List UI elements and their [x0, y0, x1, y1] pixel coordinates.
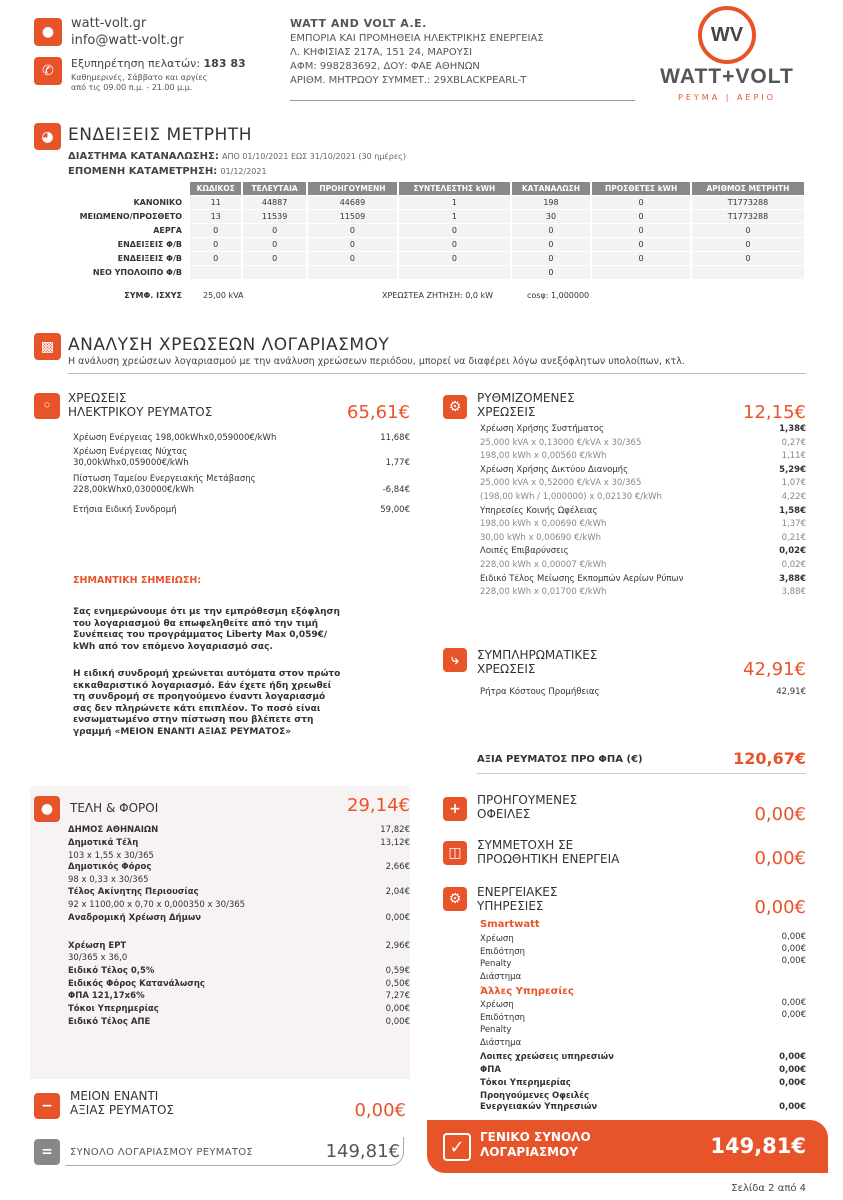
table-row — [70, 266, 804, 279]
table-cell: 0 — [190, 224, 241, 237]
tax-item-label: Τέλος Ακίνητης Περιουσίας — [68, 887, 199, 897]
note-line: του λογαριασμού θα επωφεληθείτε από την τιμή — [73, 618, 318, 629]
check-icon: ✓ — [443, 1133, 471, 1161]
table-cell: 0 — [592, 210, 690, 223]
table-cell: 44887 — [243, 196, 305, 209]
mouse-icon: ● — [34, 18, 62, 46]
supplementary-title: ΣΥΜΠΛΗΡΩΜΑΤΙΚΕΣ ΧΡΕΩΣΕΙΣ — [477, 648, 598, 676]
electric-item-line: Χρέωση Ενέργειας Νύχτας — [73, 447, 188, 457]
energy-gear-icon: ⚙ — [443, 887, 467, 911]
demand-value: ΧΡΕΩΣΤΕΑ ΖΗΤΗΣΗ: 0,0 kW — [382, 291, 493, 300]
page-number: Σελίδα 2 από 4 — [731, 1183, 806, 1194]
electric-item-value: 1,77€ — [385, 458, 410, 468]
electric-item-value: -6,84€ — [382, 485, 410, 495]
participation-title: ΣΥΜΜΕΤΟΧΗ ΣΕ ΠΡΟΩΘΗΤΙΚΗ ΕΝΕΡΓΕΙΑ — [477, 838, 620, 866]
tax-item-value: 7,27€ — [385, 991, 410, 1001]
table-cell — [243, 266, 305, 279]
service-total-value: 0,00€ — [779, 1065, 806, 1075]
note-line: Σας ενημερώνουμε ότι με την εμπρόθεσμη εξόφληση — [73, 607, 340, 617]
tax-item-label: Αναδρομική Χρέωση Δήμων — [68, 913, 202, 923]
table-cell: 13 — [190, 210, 241, 223]
minus-icon: − — [34, 1093, 60, 1119]
tax-item-value: 0,00€ — [385, 1017, 410, 1027]
regulated-item-value: 1,37€ — [781, 519, 806, 530]
company-registry: ΑΡΙΘΜ. ΜΗΤΡΩΟΥ ΣΥΜΜΕΤ.: 29XBLACKPEARL-T — [290, 75, 527, 86]
cosphi-value: cosφ: 1,000000 — [527, 291, 590, 300]
electric-item-line: Χρέωση Ενέργειας 198,00kWhx0,059000€/kWh — [73, 433, 277, 443]
regulated-item-label: Ειδικό Τέλος Μείωσης Εκπομπών Αερίων Ρύπων — [480, 573, 684, 584]
note-line: τη συνδρομή σε προηγούμενο έναντι λογαριασμό — [73, 692, 326, 702]
regulated-item-label: Χρέωση Χρήσης Δικτύου Διανομής — [480, 464, 629, 475]
table-cell: 44689 — [308, 196, 397, 209]
analysis-title: ΑΝΑΛΥΣΗ ΧΡΕΩΣΕΩΝ ΛΟΓΑΡΙΑΣΜΟΥ — [68, 335, 390, 355]
table-cell: 0 — [308, 224, 397, 237]
table-cell: 0 — [243, 224, 305, 237]
regulated-item-label: Χρέωση Χρήσης Συστήματος — [480, 424, 604, 434]
electric-item-detail: 30,00kWhx0,059000€/kWh — [73, 458, 189, 468]
other-service-item-label: Επιδότηση — [480, 1012, 526, 1023]
electric-item-value: 59,00€ — [380, 505, 410, 515]
table-cell — [592, 266, 690, 279]
table-cell: 0 — [592, 196, 690, 209]
table-cell: T1773288 — [692, 210, 804, 223]
electric-item-line: Ετήσια Ειδική Συνδρομή — [73, 505, 177, 515]
taxes-total: 29,14€ — [347, 795, 410, 816]
table-cell: 0 — [399, 224, 510, 237]
regulated-title: ΡΥΘΜΙΖΟΜΕΝΕΣ ΧΡΕΩΣΕΙΣ — [477, 391, 575, 419]
previous-title: ΠΡΟΗΓΟΥΜΕΝΕΣ ΟΦΕΙΛΕΣ — [477, 793, 578, 821]
electric-item-detail: 228,00kWhx0,030000€/kWh — [73, 485, 195, 495]
col-header: ΚΑΤΑΝΑΛΩΣΗ — [512, 182, 591, 195]
other-service-item-label: Διάστημα — [480, 1037, 522, 1048]
bar-chart-icon: ▩ — [34, 333, 61, 360]
regulated-item-detail: 25,000 kVA x 0,52000 €/kVA x 30/365 — [480, 478, 642, 489]
row-label: ΝΕΟ ΥΠΟΛΟΙΠΟ Φ/Β — [92, 268, 182, 277]
tax-item-value: 2,66€ — [385, 862, 410, 872]
electric-item-label — [73, 505, 177, 516]
table-cell: 0 — [592, 224, 690, 237]
website-link[interactable]: watt-volt.gr — [71, 16, 147, 31]
company-address: Λ. ΚΗΦΙΣΙΑΣ 217Α, 151 24, ΜΑΡΟΥΣΙ — [290, 47, 473, 58]
smartwatt-item-label: Διάστημα — [480, 971, 522, 982]
smartwatt-item-label: Επιδότηση — [480, 946, 526, 957]
electric-total: 65,61€ — [347, 402, 410, 423]
row-label: ΚΑΝΟΝΙΚΟ — [133, 198, 182, 207]
service-hours: Καθημερινές, Σάββατο και αργίες — [71, 73, 208, 82]
electric-item-label — [73, 474, 256, 496]
supplementary-item-value: 42,91€ — [776, 687, 806, 697]
power-value: 25,00 kVA — [203, 291, 244, 300]
note-line: γραμμή «ΜΕΙΟΝ ΕΝΑΝΤΙ ΑΞΙΑΣ ΡΕΥΜΑΤΟΣ» — [73, 726, 292, 737]
energy-value-amount: 120,67€ — [733, 749, 806, 768]
regulated-item-detail: 228,00 kWh x 0,00007 €/kWh — [480, 560, 607, 570]
tax-item-label: Ειδικό Τέλος 0,5% — [68, 966, 155, 976]
tax-item-label: 103 x 1,55 x 30/365 — [68, 851, 154, 861]
table-cell: 0 — [692, 224, 804, 237]
taxes-title: ΤΕΛΗ & ΦΟΡΟΙ — [70, 801, 159, 815]
col-header: ΣΥΝΤΕΛΕΣΤΗΣ kWH — [399, 182, 510, 195]
arrow-icon: ⤷ — [443, 648, 467, 672]
col-header: ΠΡΟΗΓΟΥΜΕΝΗ — [308, 182, 397, 195]
table-cell — [308, 266, 397, 279]
smartwatt-item-label: Penalty — [480, 959, 512, 969]
smartwatt-title: Smartwatt — [480, 919, 540, 930]
electric-item-value: 11,68€ — [380, 433, 410, 443]
electric-item-label — [73, 433, 276, 444]
electric-item-line: Πίστωση Ταμείου Ενεργειακής Μετάβασης — [73, 474, 256, 484]
service-total-label: Τόκοι Υπερημερίας — [480, 1078, 571, 1088]
regulated-item-detail: (198,00 kWh / 1,000000) x 0,02130 €/kWh — [480, 492, 662, 502]
service-hours-time: από τις 09.00 π.μ. - 21.00 μ.μ. — [71, 83, 193, 92]
tax-item-label: Χρέωση ΕΡΤ — [68, 941, 127, 951]
regulated-total: 12,15€ — [743, 402, 806, 423]
table-cell: 0 — [692, 252, 804, 265]
lightbulb-icon: ◦ — [34, 393, 60, 419]
tax-item-value: 13,12€ — [380, 838, 410, 848]
analysis-subtitle: Η ανάλυση χρεώσεων λογαριασμού με την ανάλυση χρεώσεων περιόδου, μπορεί να διαφέρει λόγω ανεξόφλητων υπολοίπων, κτλ. — [68, 356, 685, 367]
service-total-label: Προηγούμενες Οφειλές — [480, 1091, 590, 1101]
row-label: ΜΕΙΩΜΕΝΟ/ΠΡΟΣΘΕΤΟ — [79, 212, 182, 221]
regulated-item-label: Υπηρεσίες Κοινής Ωφέλειας — [480, 505, 598, 516]
tax-item-label: Τόκοι Υπερημερίας — [68, 1004, 159, 1014]
col-header: ΑΡΙΘΜΟΣ ΜΕΤΡΗΤΗ — [692, 182, 804, 195]
other-service-item-value: 0,00€ — [781, 1010, 806, 1020]
tax-item-value: 17,82€ — [380, 825, 410, 835]
tax-item-value: 0,00€ — [385, 913, 410, 923]
power-label: ΣΥΜΦ. ΙΣΧΥΣ — [124, 291, 182, 300]
meter-title: ΕΝΔΕΙΞΕΙΣ ΜΕΤΡΗΤΗ — [68, 125, 252, 145]
table-row — [70, 210, 804, 223]
service-total-value: 0,00€ — [779, 1078, 806, 1088]
regulated-item-detail: 228,00 kWh x 0,01700 €/kWh — [480, 587, 607, 598]
table-row — [70, 238, 804, 251]
note-paragraph-1 — [73, 607, 340, 653]
regulated-item-value: 0,27€ — [781, 437, 806, 448]
row-label: ΑΕΡΓΑ — [153, 226, 182, 235]
supplementary-item-label: Ρήτρα Κόστους Προμήθειας — [480, 687, 600, 697]
smartwatt-item-value: 0,00€ — [781, 956, 806, 966]
table-cell: 198 — [512, 196, 591, 209]
note-line: kWh από τον επόμενο λογαριασμό σας. — [73, 641, 273, 652]
table-row — [70, 224, 804, 237]
regulated-item-value: 4,22€ — [781, 492, 806, 502]
equals-icon: = — [34, 1139, 60, 1165]
location-pin-icon: ● — [34, 796, 60, 822]
participation-total: 0,00€ — [754, 848, 806, 869]
note-line: εκκαθαριστικό λογαριασμό. Εάν έχετε ήδη χρεωθεί — [73, 680, 332, 691]
row-label: ΕΝΔΕΙΞΕΙΣ Φ/Β — [117, 240, 182, 249]
service-total-value: 0,00€ — [779, 1102, 806, 1112]
note-paragraph-2 — [73, 669, 340, 738]
tax-item-value: 0,59€ — [385, 966, 410, 976]
table-cell: 1 — [399, 210, 510, 223]
tax-item-label: 30/365 x 36,0 — [68, 953, 128, 963]
gift-icon: ◫ — [443, 841, 467, 865]
note-line: Συνέπειας του προγράμματος Liberty Max 0,059€/ — [73, 630, 328, 640]
regulated-item-value: 1,38€ — [779, 424, 806, 434]
gauge-icon: ◕ — [34, 123, 61, 150]
bill-total-label: ΣΥΝΟΛΟ ΛΟΓΑΡΙΑΣΜΟΥ ΡΕΥΜΑΤΟΣ — [70, 1147, 254, 1158]
tax-item-value: 0,50€ — [385, 979, 410, 989]
service-line: Εξυπηρέτηση πελατών: 183 83 — [71, 57, 246, 70]
company-name: WATT AND VOLT A.E. — [290, 17, 427, 30]
table-row — [70, 196, 804, 209]
gear-icon: ⚙ — [443, 395, 467, 419]
table-cell: 30 — [512, 210, 591, 223]
previous-total: 0,00€ — [754, 804, 806, 825]
regulated-item-value: 1,07€ — [781, 478, 806, 489]
table-cell — [190, 266, 241, 279]
table-cell: 0 — [399, 252, 510, 265]
energy-value-label: ΑΞΙΑ ΡΕΥΜΑΤΟΣ ΠΡΟ ΦΠΑ (€) — [477, 754, 643, 765]
smartwatt-item-label: Χρέωση — [480, 934, 514, 944]
regulated-item-value: 0,02€ — [779, 546, 806, 557]
tax-item-label: ΔΗΜΟΣ ΑΘΗΝΑΙΩΝ — [68, 825, 159, 835]
minus-total: 0,00€ — [354, 1100, 406, 1121]
tax-item-label: ΦΠΑ 121,17x6% — [68, 991, 145, 1001]
table-cell: T1773288 — [692, 196, 804, 209]
service-total-label: ΦΠΑ — [480, 1065, 501, 1075]
tax-item-value: 2,04€ — [385, 887, 410, 897]
note-line: Η ειδική συνδρομή χρεώνεται αυτόματα στον πρώτο — [73, 669, 341, 679]
services-total: 0,00€ — [754, 897, 806, 918]
table-cell — [399, 266, 510, 279]
meter-table — [68, 181, 806, 280]
table-cell: 0 — [512, 266, 591, 279]
table-cell: 0 — [308, 252, 397, 265]
table-cell: 0 — [190, 238, 241, 251]
tax-item-label: Ειδικό Τέλος ΑΠΕ — [68, 1017, 151, 1027]
phone-icon: ✆ — [34, 57, 62, 85]
table-cell: 0 — [692, 238, 804, 251]
logo-mark: WV — [698, 6, 756, 64]
electric-title: ΧΡΕΩΣΕΙΣ ΗΛΕΚΤΡΙΚΟΥ ΡΕΥΜΑΤΟΣ — [68, 391, 213, 419]
regulated-item-value: 3,88€ — [781, 587, 806, 598]
tax-item-label: 92 x 1100,00 x 0,70 x 0,000350 x 30/365 — [68, 900, 246, 910]
table-cell: 0 — [190, 252, 241, 265]
grand-total-label: ΓΕΝΙΚΟ ΣΥΝΟΛΟ ΛΟΓΑΡΙΑΣΜΟΥ — [480, 1130, 591, 1159]
tax-item-label: Δημοτικά Τέλη — [68, 838, 139, 848]
col-header: ΠΡΟΣΘΕΤΕΣ kWH — [592, 182, 690, 195]
regulated-item-detail: 25,000 kVA x 0,13000 €/kVA x 30/365 — [480, 437, 642, 448]
regulated-item-value: 3,88€ — [779, 573, 806, 584]
table-cell: 0 — [512, 238, 591, 251]
bill-total-value: 149,81€ — [325, 1141, 400, 1162]
service-total-label: Λοιπες χρεώσεις υπηρεσιών — [480, 1052, 614, 1062]
regulated-item-detail: 198,00 kWh x 0,00690 €/kWh — [480, 519, 607, 530]
tax-item-label: 98 x 0,33 x 30/365 — [68, 875, 149, 885]
table-cell: 0 — [592, 238, 690, 251]
table-cell: 0 — [243, 252, 305, 265]
table-cell: 1 — [399, 196, 510, 209]
tax-item-label: Ειδικός Φόρος Κατανάλωσης — [68, 979, 205, 989]
tax-item-value: 0,00€ — [385, 1004, 410, 1014]
email-link[interactable]: info@watt-volt.gr — [71, 33, 184, 48]
plus-icon: + — [443, 797, 467, 821]
table-cell: 11509 — [308, 210, 397, 223]
table-cell: 11539 — [243, 210, 305, 223]
table-row — [70, 252, 804, 265]
other-service-item-label: Χρέωση — [480, 1000, 514, 1010]
table-cell: 0 — [399, 238, 510, 251]
logo-text: WATT+VOLT — [660, 65, 794, 88]
service-total-label: Ενεργειακών Υπηρεσιών — [480, 1102, 598, 1112]
smartwatt-item-value: 0,00€ — [781, 944, 806, 954]
next-reading-row: ΕΠΟΜΕΝΗ ΚΑΤΑΜΕΤΡΗΣΗ: 01/12/2021 — [68, 166, 267, 177]
other-services-title: Άλλες Υπηρεσίες — [480, 986, 574, 997]
other-service-item-value: 0,00€ — [781, 998, 806, 1008]
table-cell: 0 — [512, 224, 591, 237]
regulated-item-detail: 198,00 kWh x 0,00560 €/kWh — [480, 451, 607, 462]
other-service-item-label: Penalty — [480, 1025, 512, 1035]
grand-total-value: 149,81€ — [710, 1134, 806, 1158]
regulated-item-label: Λοιπές Επιβαρύνσεις — [480, 546, 569, 557]
regulated-item-value: 5,29€ — [779, 464, 806, 475]
logo-sub: ΡΕΥΜΑ | ΑΕΡΙΟ — [678, 93, 776, 102]
table-cell: 0 — [243, 238, 305, 251]
minus-title: ΜΕΙΟΝ ΕΝΑΝΤΙ ΑΞΙΑΣ ΡΕΥΜΑΤΟΣ — [70, 1089, 175, 1117]
table-cell: 0 — [512, 252, 591, 265]
service-total-value: 0,00€ — [779, 1052, 806, 1062]
table-cell: 0 — [592, 252, 690, 265]
regulated-item-value: 0,21€ — [781, 532, 806, 543]
company-line: ΕΜΠΟΡΙΑ ΚΑΙ ΠΡΟΜΗΘΕΙΑ ΗΛΕΚΤΡΙΚΗΣ ΕΝΕΡΓΕΙΑΣ — [290, 33, 544, 44]
col-header: ΚΩΔΙΚΟΣ — [190, 182, 241, 195]
period-row: ΔΙΑΣΤΗΜΑ ΚΑΤΑΝΑΛΩΣΗΣ: ΑΠΟ 01/10/2021 ΕΩΣ 31/10/2021 (30 ημέρες) — [68, 151, 406, 162]
services-title: ΕΝΕΡΓΕΙΑΚΕΣ ΥΠΗΡΕΣΙΕΣ — [477, 885, 558, 913]
row-label: ΕΝΔΕΙΞΕΙΣ Φ/Β — [117, 254, 182, 263]
company-tax: ΑΦΜ: 998283692, ΔΟΥ: ΦΑΕ ΑΘΗΝΩΝ — [290, 61, 480, 72]
regulated-item-value: 0,02€ — [781, 560, 806, 570]
note-line: ενσωματωμένο στην πίστωση που βλέπετε στη — [73, 715, 314, 725]
table-cell: 11 — [190, 196, 241, 209]
tax-item-value: 2,96€ — [385, 941, 410, 951]
tax-item-label: Δημοτικός Φόρος — [68, 862, 152, 872]
smartwatt-item-value: 0,00€ — [781, 932, 806, 942]
table-cell — [692, 266, 804, 279]
col-header: ΤΕΛΕΥΤΑΙΑ — [243, 182, 305, 195]
note-title: ΣΗΜΑΝΤΙΚΗ ΣΗΜΕΙΩΣΗ: — [73, 575, 202, 586]
supplementary-total: 42,91€ — [743, 659, 806, 680]
regulated-item-value: 1,58€ — [779, 505, 806, 516]
electric-item-label — [73, 447, 189, 469]
table-cell: 0 — [308, 238, 397, 251]
note-line: σας δεν πληρώνετε κάτι επιπλέον. Το ποσό είναι — [73, 703, 321, 714]
regulated-item-detail: 30,00 kWh x 0,00690 €/kWh — [480, 532, 602, 543]
regulated-item-value: 1,11€ — [781, 451, 806, 462]
